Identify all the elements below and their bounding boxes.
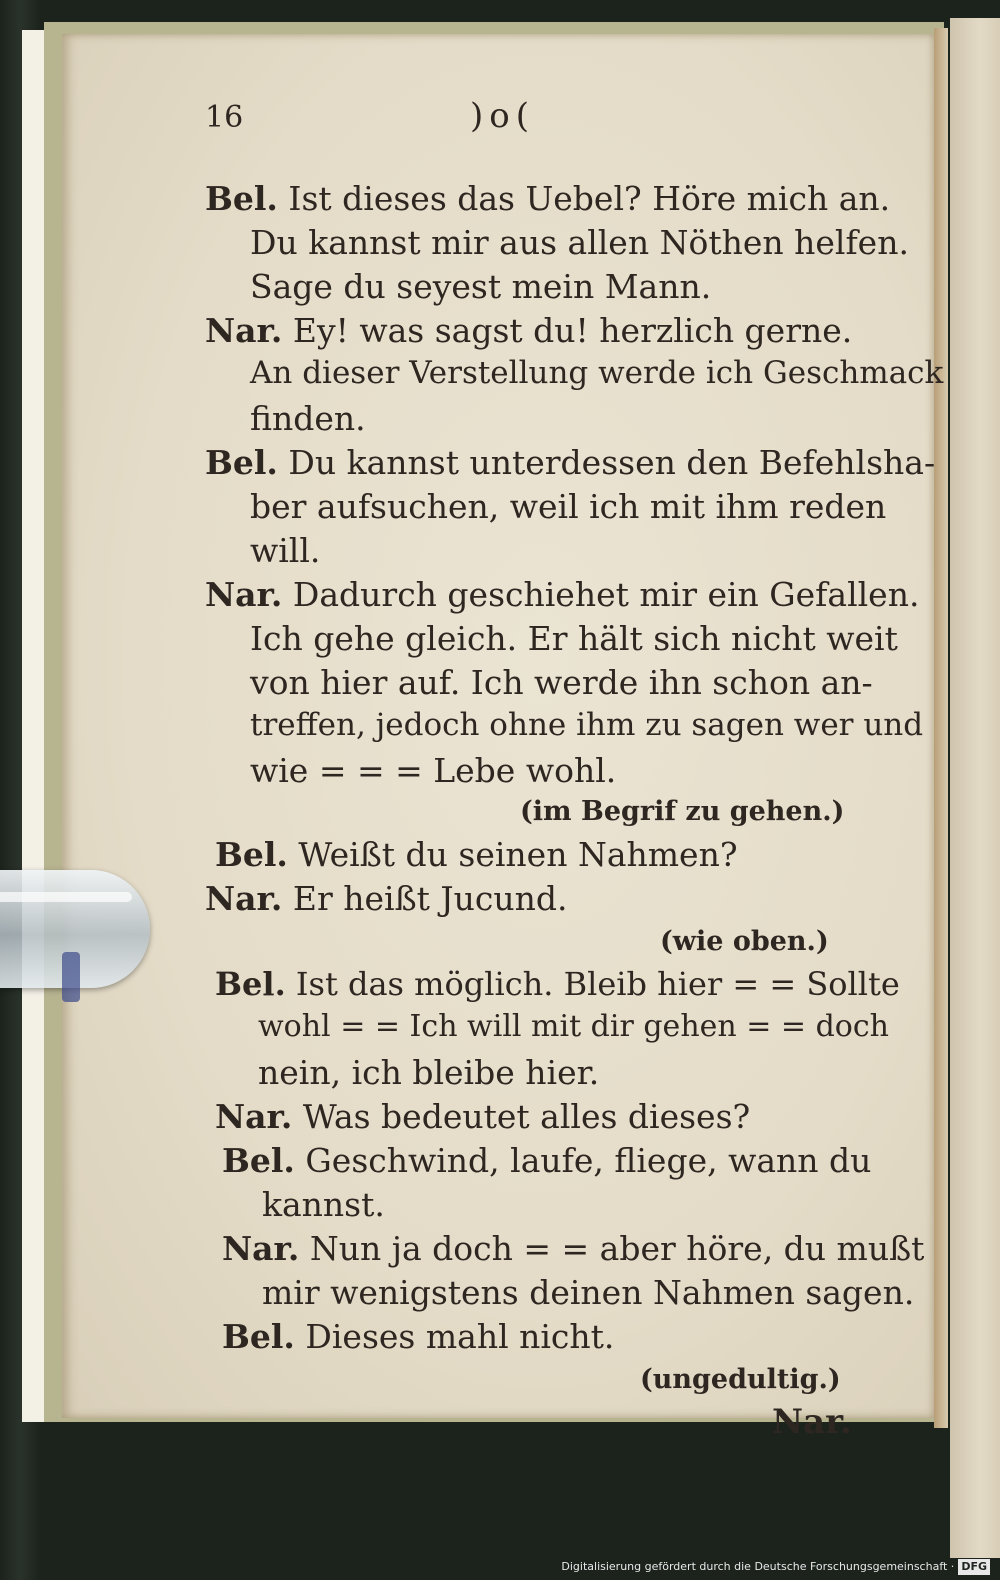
speech-text: Was bedeutet alles dieses? [302,1097,751,1136]
speech-line: nein, ich bleibe hier. [258,1053,600,1092]
speaker-label: Nar. [205,311,283,350]
stage-direction: (im Begrif zu gehen.) [520,796,845,827]
speech-line [205,179,891,218]
speech-line [215,965,900,1003]
speaker-label: Bel. [205,179,278,218]
speaker-label: Bel. [215,835,288,874]
footer-text: Digitalisierung gefördert durch die Deutsche Forschungsgemeinschaft · [561,1560,955,1573]
speech-text: Dieses mahl nicht. [305,1317,615,1356]
page-gutter-edge [934,28,948,1428]
speech-line [215,835,738,874]
speech-text: Ist dieses das Uebel? Höre mich an. [288,179,891,218]
speech-line: Sage du seyest mein Mann. [250,267,712,306]
speech-text: Nun ja doch = = aber höre, du mußt [309,1229,925,1268]
speech-text: Weißt du seinen Nahmen? [298,835,738,874]
speech-line [222,1141,872,1180]
speech-line: will. [250,531,321,570]
speech-text: Ey! was sagst du! herzlich gerne. [292,311,853,350]
speech-line: wie = = = Lebe wohl. [250,751,617,790]
speech-line [222,1229,925,1268]
binder-clip-highlight [0,892,132,902]
speech-line [205,443,936,482]
speech-text: Geschwind, laufe, fliege, wann du [305,1141,872,1180]
speaker-label: Nar. [215,1097,293,1136]
speech-line [205,879,568,918]
speech-line [215,1097,751,1136]
speech-line: mir wenigstens deinen Nahmen sagen. [262,1273,915,1312]
speech-line [205,311,853,350]
speech-line: treffen, jedoch ohne ihm zu sagen wer und [250,707,924,743]
speech-line: ber aufsuchen, weil ich mit ihm reden [250,487,887,526]
ink-stain [62,952,80,1002]
speech-line: Ich gehe gleich. Er hält sich nicht weit [250,619,898,658]
speaker-label: Bel. [215,965,286,1003]
speech-text: Dadurch geschiehet mir ein Gefallen. [292,575,920,614]
page-number: 16 [205,100,244,135]
speech-line: Du kannst mir aus allen Nöthen helfen. [250,223,909,262]
speech-line: wohl = = Ich will mit dir gehen = = doch [258,1009,889,1044]
speaker-label: Bel. [205,443,278,482]
speaker-label: Bel. [222,1141,295,1180]
stage-direction: (ungedultig.) [640,1364,841,1395]
speaker-label: Bel. [222,1317,295,1356]
dfg-logo: DFG [958,1559,990,1575]
speech-line: von hier auf. Ich werde ihn schon an- [250,663,873,702]
speech-text: Er heißt Jucund. [292,879,568,918]
speech-text: Ist das möglich. Bleib hier = = Sollte [295,965,900,1003]
speech-line: finden. [250,399,366,438]
speech-line: An dieser Verstellung werde ich Geschmack [250,355,944,391]
speaker-label: Nar. [222,1229,300,1268]
speech-line [222,1317,615,1356]
speech-line [205,575,920,614]
speech-line: kannst. [262,1185,385,1224]
speaker-label: Nar. [205,879,283,918]
digitization-footer [0,1554,1000,1580]
catchword: Nar. [772,1402,852,1442]
facing-page-edge [950,18,1000,1558]
running-head: )o( [470,96,535,136]
speech-text: Du kannst unterdessen den Befehlsha- [288,443,936,482]
stage-direction: (wie oben.) [660,926,829,957]
speaker-label: Nar. [205,575,283,614]
